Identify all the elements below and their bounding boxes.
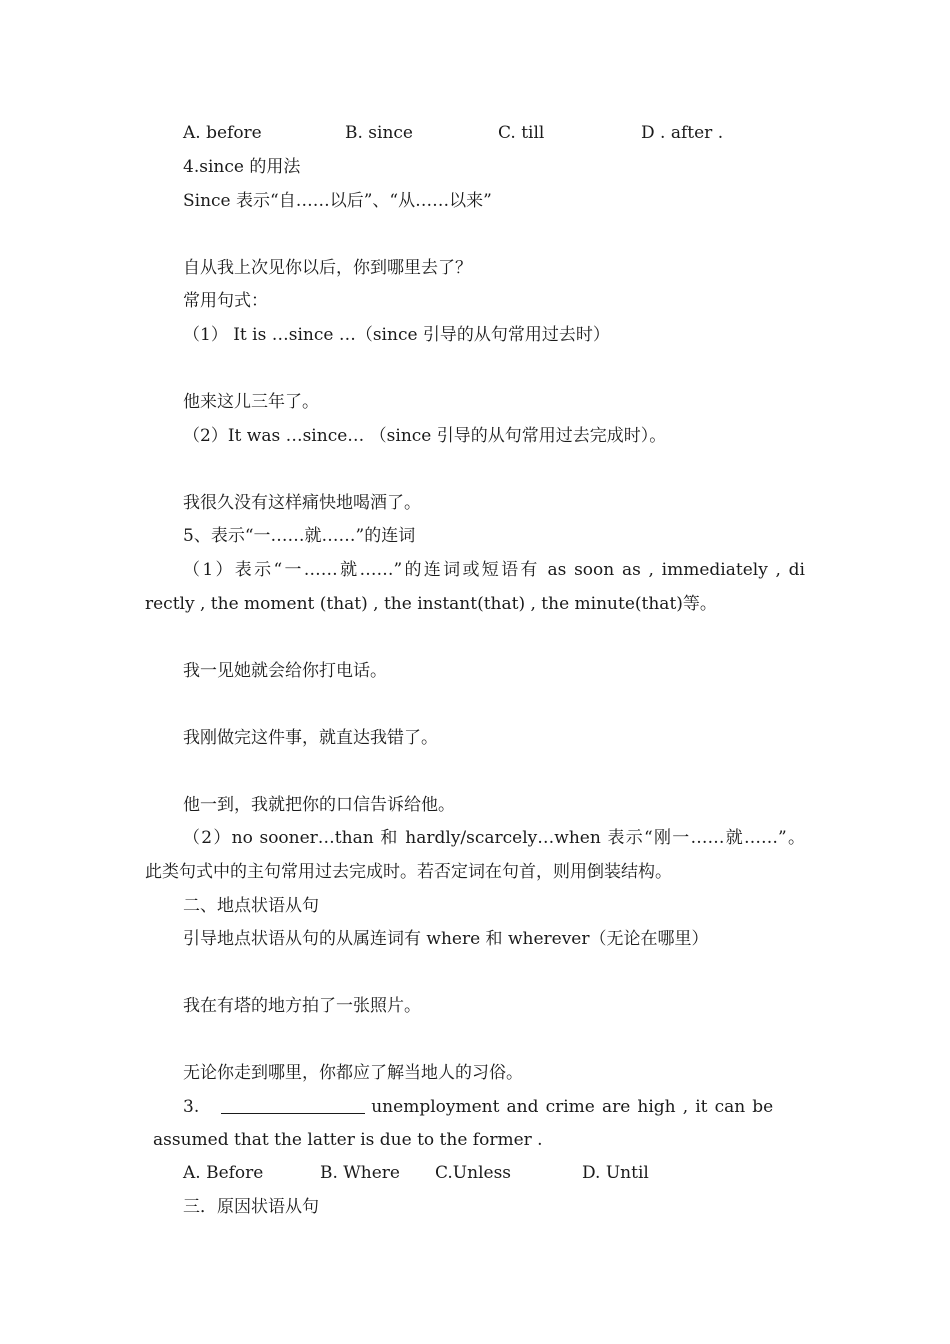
question-text: unemployment and crime are high , it can be xyxy=(371,1097,774,1117)
question-3-line-2: assumed that the latter is due to the former . xyxy=(153,1130,543,1150)
section-heading-part2: 二、地点状语从句 xyxy=(183,896,319,916)
example-sentence: 我很久没有这样痛快地喝酒了。 xyxy=(183,493,421,513)
option-d: D. Until xyxy=(582,1163,649,1183)
paragraph-line: rectly , the moment (that) , the instant(that) , the minute(that)等。 xyxy=(145,594,717,614)
section-heading-5: 5、表示“一……就……”的连词 xyxy=(183,526,416,546)
example-sentence: 我一见她就会给你打电话。 xyxy=(183,661,387,681)
section-heading-since: 4.since 的用法 xyxy=(183,157,301,177)
paragraph-line: 此类句式中的主句常用过去完成时。若否定词在句首，则用倒装结构。 xyxy=(145,862,672,882)
option-c: C.Unless xyxy=(435,1163,512,1183)
option-a: A. Before xyxy=(183,1163,264,1183)
part2-intro: 引导地点状语从句的从属连词有 where 和 wherever（无论在哪里） xyxy=(183,929,709,949)
example-sentence: 无论你走到哪里，你都应了解当地人的习俗。 xyxy=(183,1063,523,1083)
option-b: B. since xyxy=(345,123,413,143)
option-d: D . after . xyxy=(641,123,724,143)
option-c: C. till xyxy=(498,123,545,143)
pattern-2: （2）It was …since… （since 引导的从句常用过去完成时）。 xyxy=(183,426,667,446)
paragraph-line: （1）表示“一……就……”的连词或短语有 as soon as , immediately , di xyxy=(183,560,805,580)
pattern-1: （1） It is …since …（since 引导的从句常用过去时） xyxy=(183,325,610,345)
example-sentence: 他来这儿三年了。 xyxy=(183,392,319,412)
section-heading-part3: 三．原因状语从句 xyxy=(183,1197,319,1217)
answer-blank xyxy=(221,1097,365,1114)
option-b: B. Where xyxy=(320,1163,400,1183)
label-common-patterns: 常用句式： xyxy=(183,291,268,311)
paragraph-line: （2）no sooner…than 和 hardly/scarcely…when 表示“刚一……就……”。 xyxy=(183,828,805,848)
since-meaning: Since 表示“自……以后”、“从……以来” xyxy=(183,191,492,211)
question-3-line-1 xyxy=(183,1096,773,1118)
option-a: A. before xyxy=(183,123,262,143)
example-sentence: 自从我上次见你以后，你到哪里去了？ xyxy=(183,258,472,278)
question-number: 3. xyxy=(183,1097,200,1117)
example-sentence: 我刚做完这件事，就直达我错了。 xyxy=(183,728,438,748)
example-sentence: 我在有塔的地方拍了一张照片。 xyxy=(183,996,421,1016)
example-sentence: 他一到，我就把你的口信告诉给他。 xyxy=(183,795,455,815)
